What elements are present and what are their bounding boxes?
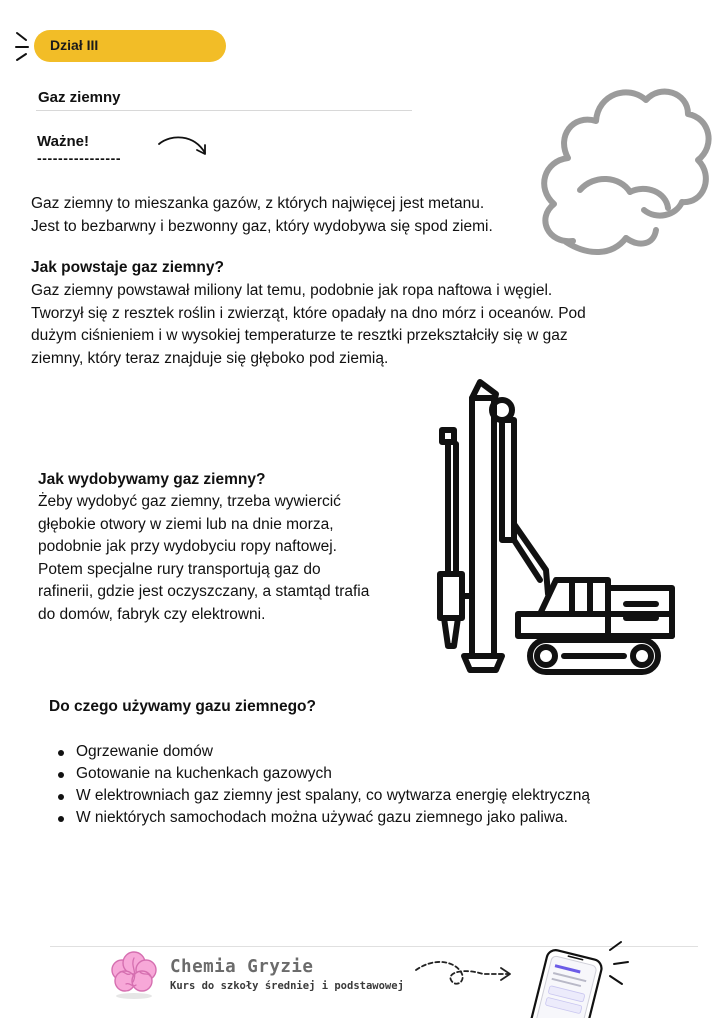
extraction-heading: Jak wydobywamy gaz ziemny?: [38, 471, 266, 488]
extraction-line: głębokie otwory w ziemi lub na dnie morza,: [38, 515, 334, 533]
uses-heading: Do czego używamy gazu ziemnego?: [49, 698, 316, 715]
section-badge: Dział III: [34, 30, 226, 62]
extraction-line: rafinerii, gdzie jest oczyszczany, a stamtąd trafia: [38, 583, 370, 600]
list-item: W elektrowniach gaz ziemny jest spalany, co wytwarza energię elektryczną: [52, 785, 590, 807]
sparkle-icon: [14, 30, 34, 64]
extraction-paragraph: [38, 491, 418, 626]
extraction-line: podobnie jak przy wydobyciu ropy naftowej.: [38, 538, 337, 555]
intro-line: Jest to bezbarwny i bezwonny gaz, który wydobywa się spod ziemi.: [31, 217, 493, 235]
formation-line: dużym ciśnieniem i w wysokiej temperaturze te resztki przekształciły się w gaz: [31, 327, 568, 344]
extraction-line: Żeby wydobyć gaz ziemny, trzeba wywiercić: [38, 493, 341, 510]
important-underline: ----------------: [37, 150, 122, 166]
curved-arrow-icon: [156, 132, 212, 160]
list-item: W niektórych samochodach można używać gazu ziemnego jako paliwa.: [52, 807, 590, 829]
curved-arrow-icon: [413, 956, 517, 992]
intro-paragraph: [31, 193, 591, 238]
formation-heading: Jak powstaje gaz ziemny?: [31, 259, 224, 276]
gas-cloud-icon: [528, 66, 718, 276]
formation-line: Gaz ziemny powstawał miliony lat temu, podobnie jak ropa naftowa i węgiel.: [31, 282, 553, 299]
formation-line: Tworzył się z resztek roślin i zwierząt, które opadały na dno mórz i oceanów. Pod: [31, 304, 586, 322]
formation-line: ziemny, który teraz znajduje się głęboko pod ziemią.: [31, 349, 389, 367]
list-item: Gotowanie na kuchenkach gazowych: [52, 763, 590, 785]
uses-list: [52, 741, 590, 829]
formation-paragraph: [31, 280, 671, 370]
brand-tagline: Kurs do szkoły średniej i podstawowej: [170, 980, 404, 992]
subject-title: Gaz ziemny: [38, 89, 121, 106]
extraction-line: Potem specjalne rury transportują gaz do: [38, 560, 321, 578]
list-item: Ogrzewanie domów: [52, 741, 590, 763]
drilling-rig-icon: [430, 374, 680, 684]
brand-name: Chemia Gryzie: [170, 957, 314, 977]
divider: [36, 110, 412, 111]
important-label: Ważne!: [37, 133, 89, 150]
brain-icon: [106, 950, 162, 1002]
phone-icon: [518, 938, 638, 1018]
intro-line: Gaz ziemny to mieszanka gazów, z których najwięcej jest metanu.: [31, 195, 485, 212]
extraction-line: do domów, fabryk czy elektrowni.: [38, 605, 266, 623]
